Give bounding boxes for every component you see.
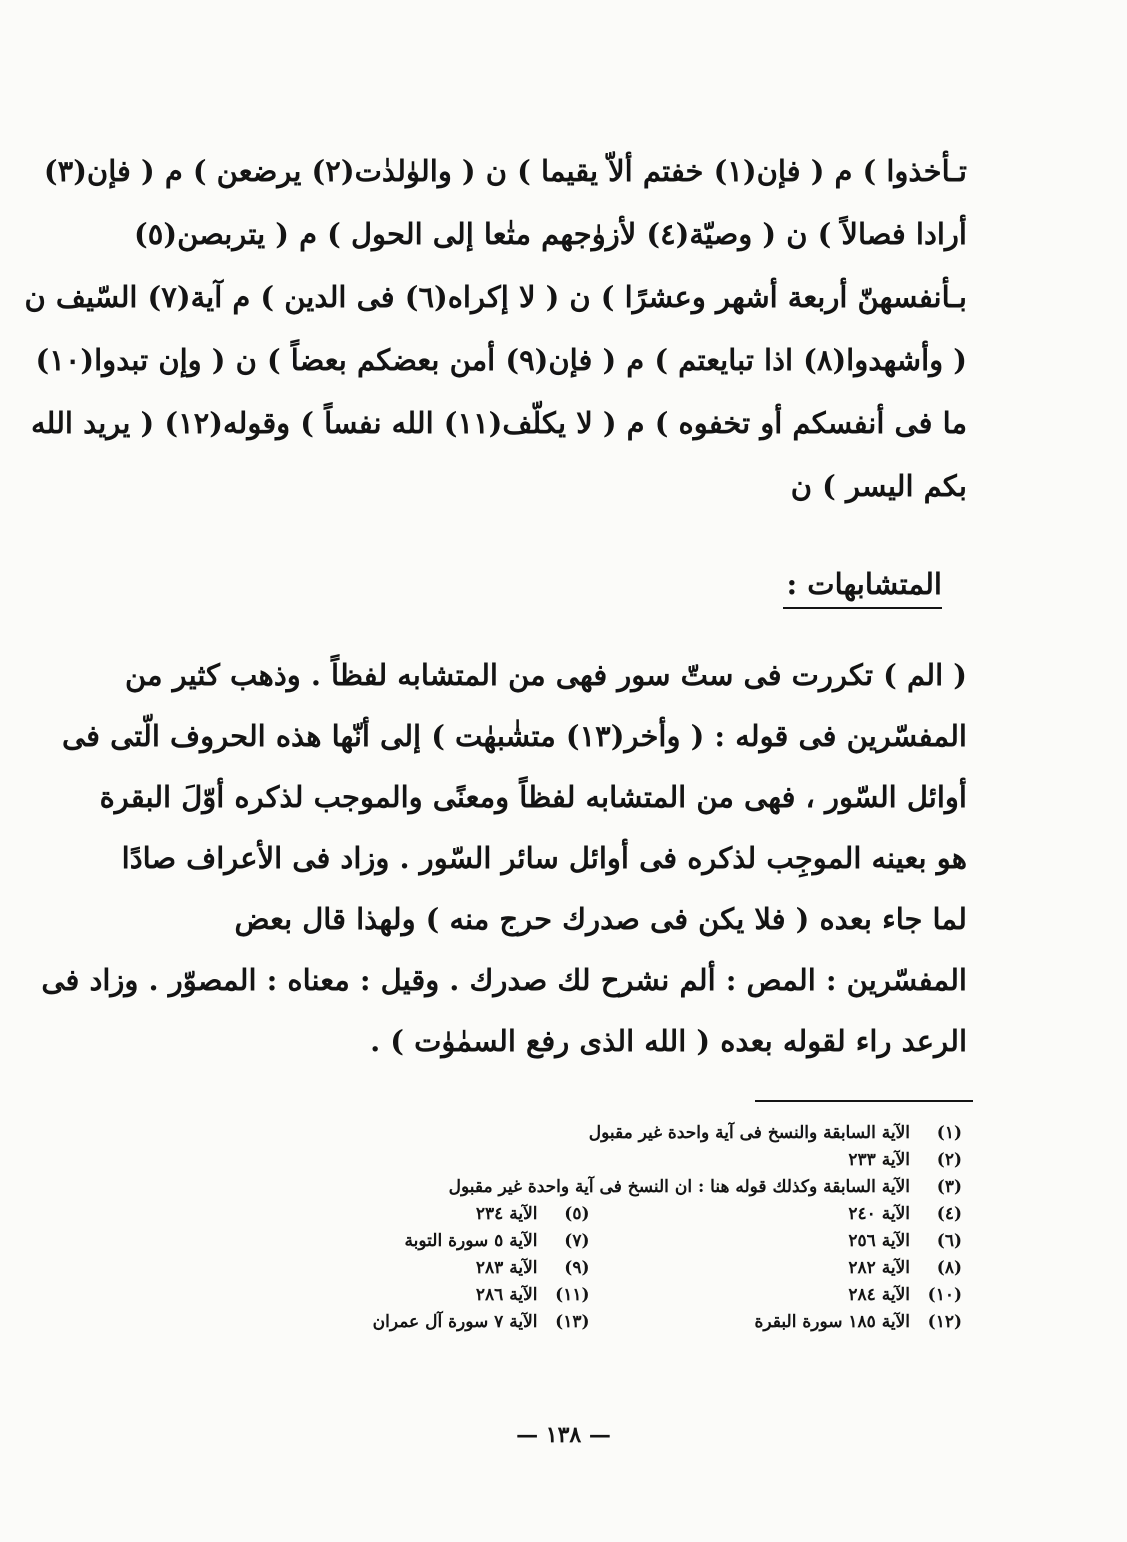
footnote-number: (٨) [936, 1258, 962, 1278]
top-text-block [24, 140, 967, 518]
footnote-text: الآية ٢٣٣ [848, 1150, 910, 1170]
text-line: ما فى أنفسكم أو تخفوه ) م ( لا يكلّف(١١) الله نفساً ) وقوله(١٢) ( يريد الله [30, 406, 967, 440]
footnote-text: الآية ٢٨٣ [475, 1258, 538, 1278]
footnote-number: (٣) [936, 1177, 962, 1197]
text-line: لما جاء بعده ( فلا يكن فى صدرك حرج منه ) ولهذا قال بعض [234, 902, 967, 936]
footnote-row [217, 1174, 962, 1201]
footnote-text: الآية السابقة والنسخ فى آية واحدة غير مقبول [588, 1123, 910, 1143]
footnote-text: الآية ٢٨٦ [475, 1285, 538, 1305]
text-line: ( الم ) تكررت فى ستّ سور فهى من المتشابه لفظاً . وذهب كثير من [124, 658, 967, 692]
page-number: — ١٣٨ — [516, 1422, 611, 1448]
text-line: أوائل السّور ، فهى من المتشابه لفظاً ومعنًى والموجب لذكره أوّلَ البقرة [99, 780, 967, 814]
text-line: المفسّرين : المص : ألم نشرح لك صدرك . وقيل : معناه : المصوّر . وزاد فى [41, 963, 967, 997]
text-line: بـأنفسهنّ أربعة أشهر وعشرًا ) ن ( لا إكراه(٦) فى الدين ) م آية(٧) السّيف ن [24, 280, 967, 314]
footnote-text: الآية ٢٨٢ [848, 1258, 910, 1278]
footnote-row [217, 1228, 962, 1255]
footnote-row [217, 1309, 962, 1336]
paragraph-block [41, 645, 967, 1072]
footnote-number: (١٠) [927, 1285, 962, 1305]
footnote-text: الآية ٧ سورة آل عمران [372, 1312, 538, 1332]
footnote-number: (١١) [555, 1285, 590, 1305]
footnote-text: الآية ١٨٥ سورة البقرة [754, 1312, 910, 1332]
text-line: المفسّرين فى قوله : ( وأخر(١٣) متشٰبهٰت ) إلى أنّها هذه الحروف الّتى فى [62, 719, 967, 753]
section-heading: المتشابهات : [783, 567, 943, 609]
footnote-text: الآية ٢٤٠ [848, 1204, 910, 1224]
text-line: تـأخذوا ) م ( فإن(١) خفتم ألاّ يقيما ) ن ( والوٰلدٰت(٢) يرضعن ) م ( فإن(٣) [43, 154, 967, 188]
footnote-text: الآية ٥ سورة التوبة [404, 1231, 538, 1251]
footnote-text: الآية ٢٣٤ [475, 1204, 538, 1224]
footnote-text: الآية السابقة وكذلك قوله هنا : ان النسخ فى آية واحدة غير مقبول [448, 1177, 910, 1197]
footnote-number: (٩) [564, 1258, 590, 1278]
footnote-number: (١٣) [555, 1312, 590, 1332]
footnote-row [217, 1147, 962, 1174]
footnote-number: (٧) [564, 1231, 590, 1251]
footnote-number: (١) [936, 1123, 962, 1143]
footnote-row [217, 1120, 962, 1147]
footnote-divider [755, 1100, 973, 1102]
footnote-row [217, 1282, 962, 1309]
footnote-text: الآية ٢٥٦ [848, 1231, 910, 1251]
footnote-number: (١٢) [927, 1312, 962, 1332]
text-line: الرعد راء لقوله بعده ( الله الذى رفع السمٰوٰت ) . [370, 1024, 967, 1058]
footnotes [217, 1120, 962, 1336]
footnote-number: (٥) [564, 1204, 590, 1224]
footnote-row [217, 1255, 962, 1282]
footnote-number: (٢) [936, 1150, 962, 1170]
text-line: هو بعينه الموجِب لذكره فى أوائل سائر السّور . وزاد فى الأعراف صادًا [121, 841, 967, 875]
text-line: ( وأشهدوا(٨) اذا تبايعتم ) م ( فإن(٩) أمن بعضكم بعضاً ) ن ( وإن تبدوا(١٠) [35, 343, 967, 377]
footnote-text: الآية ٢٨٤ [848, 1285, 910, 1305]
footnote-number: (٦) [936, 1231, 962, 1251]
footnote-row [217, 1201, 962, 1228]
footnote-number: (٤) [936, 1204, 962, 1224]
text-line: بكم اليسر ) ن [790, 469, 967, 503]
text-line: أرادا فصالاً ) ن ( وصيّة(٤) لأزوٰجهم متٰعا إلى الحول ) م ( يتربصن(٥) [134, 217, 967, 251]
